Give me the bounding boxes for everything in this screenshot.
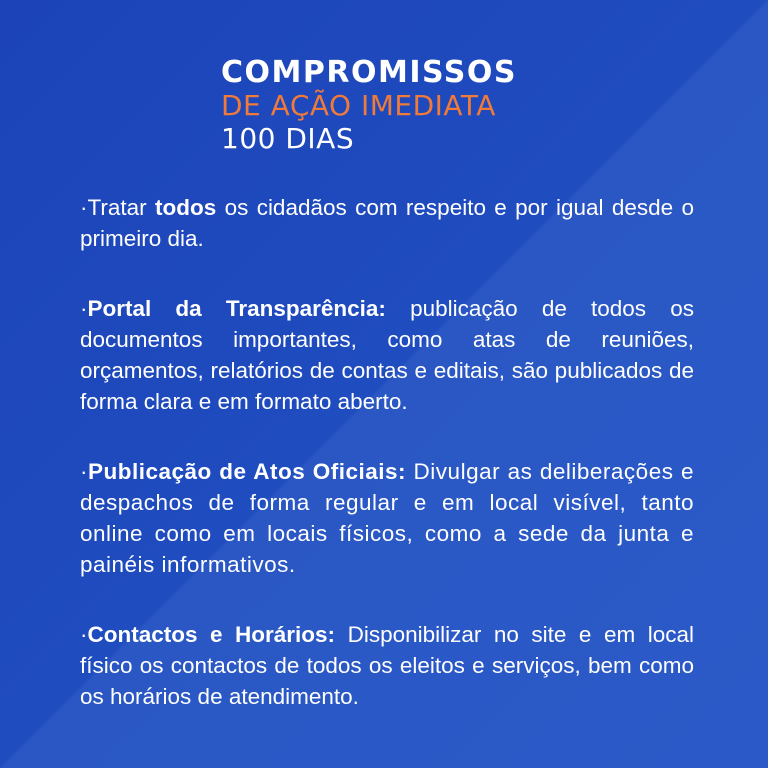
commitment-item-3 xyxy=(80,456,694,580)
bullet: · xyxy=(80,195,88,220)
bullet: · xyxy=(80,296,88,321)
item-1-prefix: Tratar xyxy=(87,195,156,220)
bullet: · xyxy=(80,622,88,647)
commitment-item-4 xyxy=(80,619,694,712)
title-line-3: 100 DIAS xyxy=(221,122,355,155)
item-1-bold: todos xyxy=(155,195,217,220)
item-2-heading: Portal da Transparência: xyxy=(87,296,386,321)
item-3-text: Divulgar as deliberações e despachos de forma regular e em local visível, tanto online como em locais físicos, como a sede da junta e painéis informativos. xyxy=(80,459,694,577)
item-1-text: os cidadãos com respeito e por igual desde o primeiro dia. xyxy=(80,195,694,251)
header xyxy=(221,56,581,155)
commitment-item-1 xyxy=(80,192,694,254)
commitments-list xyxy=(80,192,694,712)
title-line-2: DE AÇÃO IMEDIATA xyxy=(221,89,496,122)
item-2-text: publicação de todos os documentos importantes, como atas de reuniões, orçamentos, relatórios de contas e editais, são publicados de forma clara e em formato aberto. xyxy=(80,296,694,414)
bullet: · xyxy=(80,459,88,484)
item-3-heading: Publicação de Atos Oficiais: xyxy=(88,459,407,484)
commitment-item-2 xyxy=(80,293,694,417)
title-line-1: COMPROMISSOS xyxy=(221,55,517,90)
item-4-text: Disponibilizar no site e em local físico os contactos de todos os eleitos e serviços, bem como os horários de atendimento. xyxy=(80,622,694,709)
item-4-heading: Contactos e Horários: xyxy=(87,622,336,647)
